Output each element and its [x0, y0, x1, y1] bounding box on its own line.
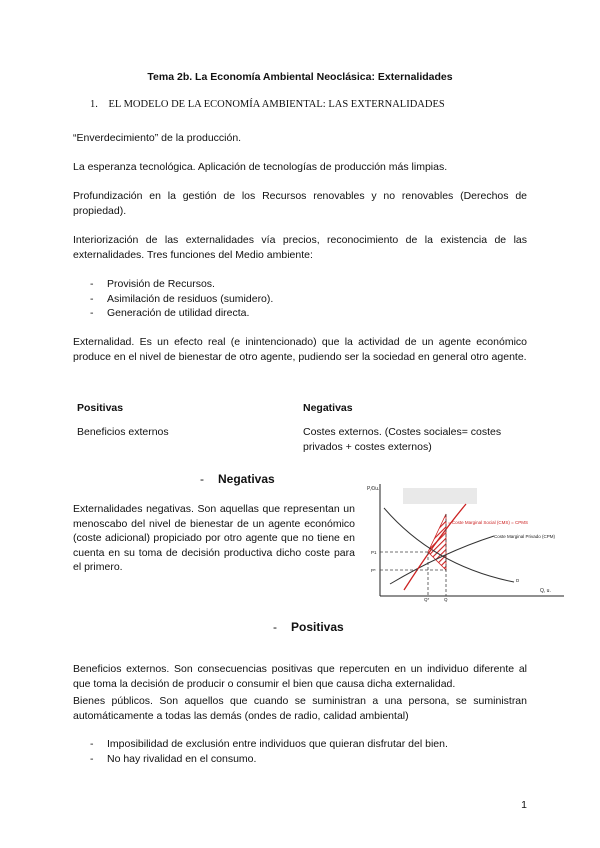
paragraph-profundizacion: Profundización en la gestión de los Recursos renovables y no renovables (Derechos de propiedad). [73, 190, 527, 217]
legend-box [403, 488, 477, 504]
paragraph-beneficios: Beneficios externos. Son consecuencias positivas que repercuten en un individuo diferente al que toma la decisión de producir o consumir el bien que causa dicha externalidad. [73, 663, 527, 690]
dash-marker: - [200, 472, 204, 486]
table-header-negativas: Negativas [303, 402, 353, 414]
table-header-positivas: Positivas [77, 402, 124, 414]
y-axis-label: P,€/u. [367, 486, 380, 492]
positivas-title: Positivas [291, 620, 344, 634]
table-cell-positivas: Beneficios externos [77, 426, 169, 438]
section-title: EL MODELO DE LA ECONOMÍA AMBIENTAL: LAS EXTERNALIDADES [108, 99, 445, 110]
price-mark-1: P1 [371, 550, 377, 555]
paragraph-esperanza: La esperanza tecnológica. Aplicación de tecnologías de producción más limpias. [73, 161, 448, 173]
demand-label: D [516, 578, 520, 583]
list-item: - No hay rivalidad en el consumo. [73, 752, 527, 767]
table-cell-negativas: Costes externos. (Costes sociales= costes privados + costes externos) [303, 426, 502, 453]
dash-marker: - [273, 620, 277, 634]
list-item: - Generación de utilidad directa. [73, 306, 527, 321]
x-axis-label: Q, u. [540, 588, 551, 594]
social-cost-label: = Coste Marginal Social (CMS) = CPMS [448, 520, 529, 525]
externality-graph [364, 478, 568, 602]
section-heading [90, 98, 445, 113]
list-item: - Imposibilidad de exclusión entre individuos que quieran disfrutar del bien. [73, 737, 527, 752]
paragraph-bienes-publicos: Bienes públicos. Son aquellos que cuando se suministran a una persona, se suministran automáticamente a todas las demás (ondes de radio, calidad ambiental) [73, 695, 527, 722]
functions-list [73, 277, 527, 321]
negativas-heading [200, 472, 275, 487]
quantity-mark-2: Q [444, 597, 448, 602]
public-goods-list [73, 737, 527, 766]
paragraph-externalidad: Externalidad. Es un efecto real (e inintencionado) que la actividad de un agente económico produce en el nivel de bienestar de otro agente, pudiendo ser la sociedad en general otro agente. [73, 336, 527, 363]
section-number: 1. [90, 99, 98, 110]
list-item: - Provisión de Recursos. [73, 277, 527, 292]
page-number: 1 [521, 799, 527, 811]
paragraph-negativas: Externalidades negativas. Son aquellas que representan un menoscabo del nivel de bienestar de un agente económico (coste adicional) propiciado por otro agente que no tiene en cuenta en su toma de decisión productiva dicho coste para el primero. [73, 503, 355, 573]
positivas-heading [273, 620, 344, 635]
quantity-mark-1: Q* [424, 597, 430, 602]
negativas-title: Negativas [218, 472, 275, 486]
page-title: Tema 2b. La Economía Ambiental Neoclásica: Externalidades [147, 71, 453, 83]
paragraph-enverdecimiento: “Enverdecimiento” de la producción. [73, 132, 242, 144]
private-cost-label: Coste Marginal Privado (CPM) [494, 534, 556, 539]
paragraph-interiorizacion: Interiorización de las externalidades vía precios, reconocimiento de la existencia de las externalidades. Tres funciones del Medio ambiente: [73, 234, 527, 261]
price-mark-2: P* [371, 568, 376, 573]
list-item: - Asimilación de residuos (sumidero). [73, 292, 527, 307]
externality-chart [364, 478, 568, 602]
